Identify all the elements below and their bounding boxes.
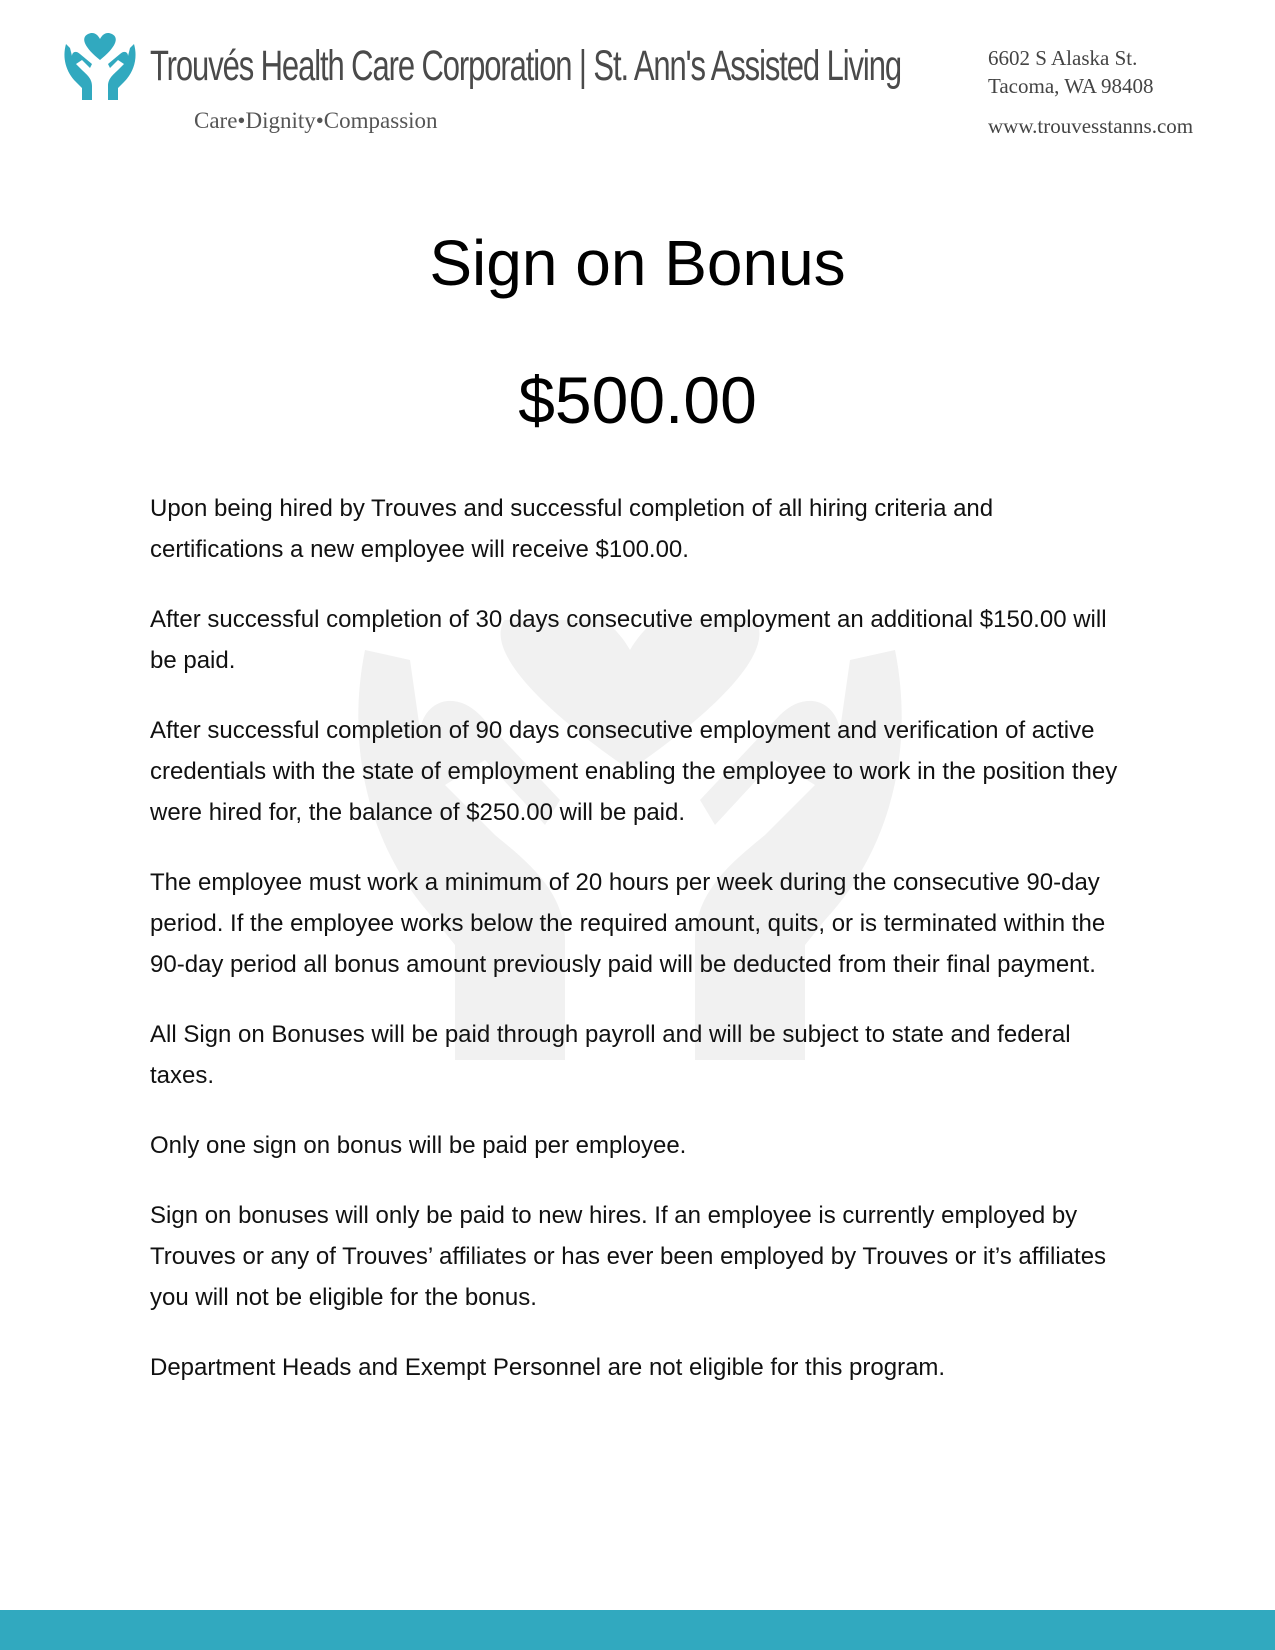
website: www.trouvesstanns.com — [988, 114, 1194, 138]
paragraph: The employee must work a minimum of 20 hours per week during the consecutive 90-day period. If the employee works below the required amount, quits, or is terminated within the 90-day period all bonus amount previously paid will be deducted from their final payment. — [150, 869, 1106, 978]
paragraph: All Sign on Bonuses will be paid through payroll and will be subject to state and federal taxes. — [150, 1021, 1071, 1089]
tagline: Care•Dignity•Compassion — [194, 108, 438, 133]
paragraph: After successful completion of 90 days consecutive employment and verification of active credentials with the state of employment enabling the employee to work in the position they were hired for, the balance of $250.00 will be paid. — [150, 717, 1118, 826]
paragraph: Department Heads and Exempt Personnel are not eligible for this program. — [150, 1354, 946, 1381]
paragraph: After successful completion of 30 days consecutive employment an additional $150.00 will be paid. — [150, 606, 1107, 674]
footer-bar — [0, 1610, 1275, 1650]
paragraph: Only one sign on bonus will be paid per employee. — [150, 1132, 687, 1159]
heart-hands-icon — [60, 30, 140, 105]
paragraph: Upon being hired by Trouves and successful completion of all hiring criteria and certifications a new employee will receive $100.00. — [150, 495, 994, 563]
letterhead — [0, 0, 1275, 160]
brand-name: Trouvés Health Care Corporation | St. Ann's Assisted Living — [150, 42, 902, 90]
document-body — [150, 488, 1125, 1417]
document-title: Sign on Bonus — [429, 227, 846, 299]
bonus-amount: $500.00 — [518, 363, 757, 437]
address-line-2: Tacoma, WA 98408 — [988, 74, 1154, 98]
paragraph: Sign on bonuses will only be paid to new hires. If an employee is currently employed by Trouves or any of Trouves’ affiliates or has ever been employed by Trouves or it’s affiliates you will not be eligible for the bonus. — [150, 1202, 1107, 1311]
address — [988, 44, 1154, 100]
address-line-1: 6602 S Alaska St. — [988, 46, 1138, 70]
